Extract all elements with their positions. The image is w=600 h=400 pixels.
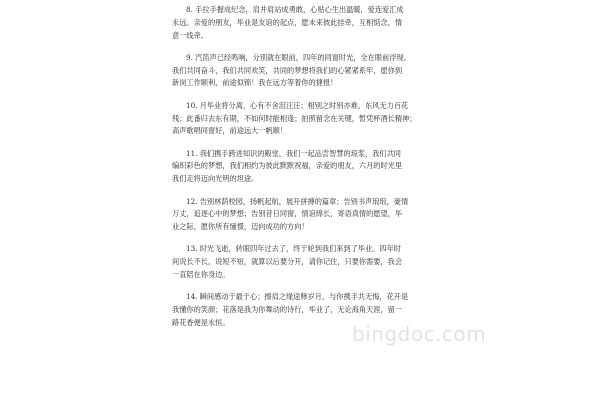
paragraph-line: 9. 汽笛声已经鸣响，分别就在眼前，四年的同窗时光，全在眼前浮现。 [186,52,411,62]
paragraph-line: 13. 时光飞逝，转眼四年过去了，终于轮到我们来到了毕业。四年时 [186,244,401,254]
paragraph-11 [172,148,428,186]
paragraph-line: 残；此番归去东有期，不如何时能相逢；拍照留念在关键，暂凭杯酒长精神； [172,113,417,123]
paragraph-line: 8. 手拉手握成纪念，肩并肩站成勇敢，心贴心生出温暖，爱连爱汇成 [186,5,404,14]
paragraph-line: 10. 月毕业将分离，心有不舍泪汪汪；相别之时别亦难，东风无力百花 [186,100,409,110]
paragraph-line: 一直陪在你身边。 [172,270,230,280]
paragraph-12 [172,196,428,234]
paragraph-line: 业之际，愿你所有憧憬，迈向成功的方向！ [172,222,309,232]
paragraph-line: 14. 瞬间感动于最于心；擦肩之缘途释岁月，与你携手共无悔，花开是 [186,292,409,302]
paragraph-line: 编织彩色的梦想，我们相约为彼此默默祝福，亲爱的朋友，六月的时光里 [172,161,403,171]
paragraph-9 [172,52,428,90]
paragraph-line: 路花香便是永恒。 [172,317,230,327]
paragraph-8 [172,4,428,42]
paragraph-line: 意一线牵。 [172,30,208,40]
paragraph-line: 万丈，追逐心中的梦想；告别昔日同窗，情谊绵长，寄语真情的愿望，毕 [172,209,403,219]
paragraph-14 [172,291,428,329]
paragraph-line: 间说长不长，说短不短，就算以后要分开，请你记住，只要你需要，我会 [172,257,403,267]
paragraph-line: 我懂你的笑颜；花落是我为你舞动的诗行，毕业了，无论海角天涯，留一 [172,305,403,315]
paragraph-line: 新岗工作顺利，前途似锦！我在远方等着你的捷报！ [172,78,338,88]
paragraph-line: 我们走将迈向光明的坦途。 [172,174,259,184]
paragraph-line: 我们共同奋斗，我们共同欢笑，共同的梦想将我们的心紧紧系牢，愿你到 [172,65,403,75]
paragraph-line: 高声歌唱同窗好，前途远大一帆顺！ [172,126,288,136]
paragraph-10 [172,100,428,138]
paragraph-line: 11. 我们携手跨进知识的殿堂，我们一起品尝智慧的琼浆，我们共同 [186,148,401,158]
watermark-text: bingdoc.com [352,322,487,346]
document-body [172,4,428,339]
paragraph-13 [172,243,428,281]
paragraph-line: 12. 告别林荫校园，扬帆起航，展开拼搏的篇章；告别书声琅琅，豪情 [186,196,409,206]
paragraph-line: 永远。亲爱的朋友，毕业是友谊的起点，愿未来彼此挂牵，互相惦念，情 [172,17,403,27]
